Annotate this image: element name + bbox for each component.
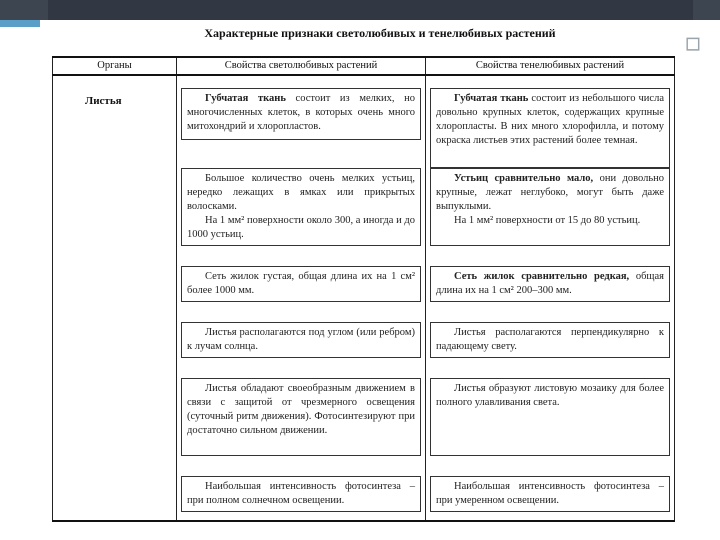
shade-column	[426, 75, 675, 521]
shade-cell-photosynthesis: Наибольшая интенсивность фотосинтеза – при умеренном освещении.	[430, 476, 670, 512]
comparison-table	[52, 56, 675, 522]
shade-cell-tissue: Губчатая ткань состоит из небольшого числа довольно крупных клеток, содержащих крупные хлоропласты. В них много хлорофилла, и потому окраска листьев этих растений более темная.	[430, 88, 670, 168]
slide-top-bar-accent	[48, 0, 693, 20]
light-cell-tissue: Губчатая ткань состоит из мелких, но многочисленных клеток, в которых очень много митохондрий и хлоропластов.	[181, 88, 421, 140]
shade-cell-stomata: Устьиц сравнительно мало, они довольно крупные, лежат неглубоко, могут быть даже выпуклыми. На 1 мм² поверхности от 15 до 80 устьиц.	[430, 168, 670, 246]
slide-corner-icon: ▫	[684, 28, 702, 58]
light-cell-movement: Листья обладают своеобразным движением в связи с защитой от чрезмерного освещения (суточный ритм движения). Фотосинтезируют при достаточно сильном движении.	[181, 378, 421, 456]
light-column	[177, 75, 426, 521]
light-cell-stomata: Большое количество очень мелких устьиц, нередко лежащих в ямках или прикрытых волосками. На 1 мм² поверхности около 300, а иногда и до 1000 устьиц.	[181, 168, 421, 246]
shade-cell-mosaic: Листья образуют листовую мозаику для более полного улавливания света.	[430, 378, 670, 456]
table-header-row	[53, 57, 675, 75]
light-cell-veins: Сеть жилок густая, общая длина их на 1 см² более 1000 мм.	[181, 266, 421, 302]
light-cell-angle: Листья располагаются под углом (или ребром) к лучам солнца.	[181, 322, 421, 358]
header-light-plants: Свойства светолюбивых растений	[177, 57, 426, 75]
table-row	[53, 75, 675, 521]
header-shade-plants: Свойства тенелюбивых растений	[426, 57, 675, 75]
organ-label: Листья	[53, 75, 177, 521]
light-cell-photosynthesis: Наибольшая интенсивность фотосинтеза – при полном солнечном освещении.	[181, 476, 421, 512]
shade-cell-angle: Листья располагаются перпендикулярно к падающему свету.	[430, 322, 670, 358]
shade-cell-veins: Сеть жилок сравнительно редкая, общая длина их на 1 см² 200–300 мм.	[430, 266, 670, 302]
slide-title: Характерные признаки светолюбивых и тенелюбивых растений	[204, 26, 556, 40]
header-organs: Органы	[53, 57, 177, 75]
